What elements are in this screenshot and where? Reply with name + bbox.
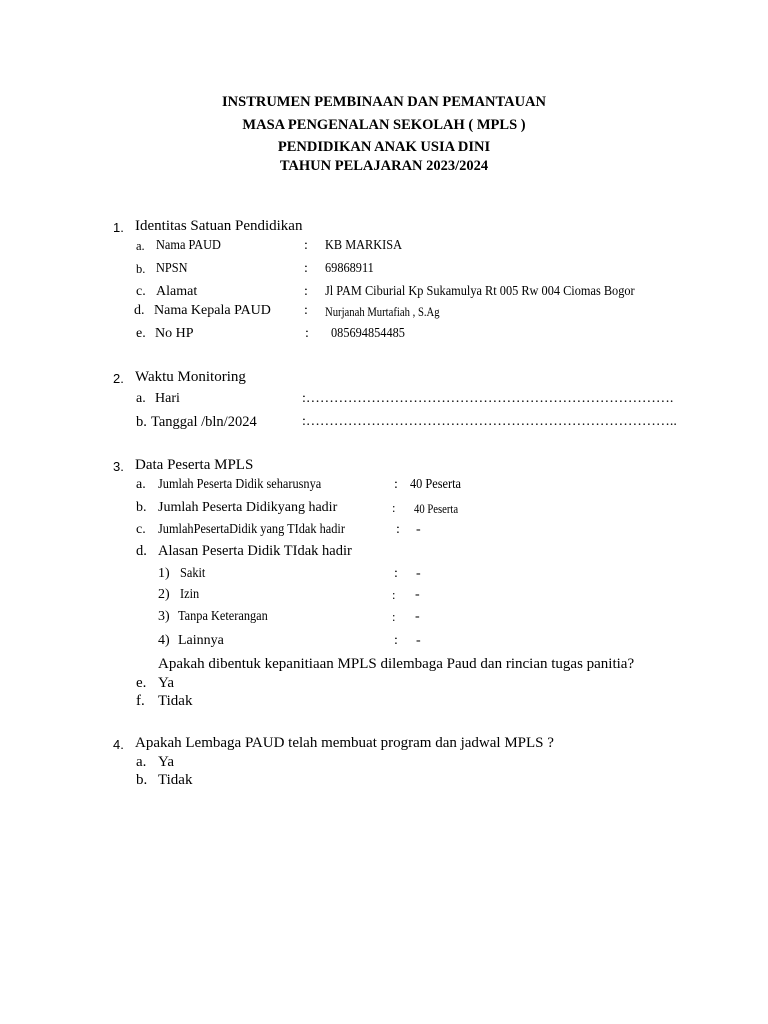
reason-1-value: - bbox=[416, 566, 421, 581]
s2-a-value: :……………………………………………………………………. bbox=[302, 391, 674, 406]
s3-a-label: Jumlah Peserta Didik seharusnya bbox=[158, 477, 322, 492]
reason-2-label: Izin bbox=[180, 587, 200, 602]
title-line-2: MASA PENGENALAN SEKOLAH ( MPLS ) bbox=[242, 117, 526, 133]
s4-b-letter: b. bbox=[136, 772, 148, 788]
s3-a-sep: : bbox=[394, 477, 398, 492]
s1-c-label: Alamat bbox=[156, 284, 198, 299]
s1-b-value: 69868911 bbox=[325, 261, 374, 276]
s1-e-value: 085694854485 bbox=[331, 326, 405, 341]
s3-c-sep: : bbox=[396, 522, 400, 537]
reason-4-value: - bbox=[416, 633, 421, 648]
section-1-heading: Identitas Satuan Pendidikan bbox=[135, 218, 303, 234]
s3-e-label: Ya bbox=[158, 675, 174, 691]
s1-b-label: NPSN bbox=[156, 261, 188, 276]
s2-a-letter: a. bbox=[136, 391, 146, 406]
reason-1-num: 1) bbox=[158, 566, 170, 581]
reason-1-sep: : bbox=[394, 566, 398, 581]
section-3-heading: Data Peserta MPLS bbox=[135, 457, 254, 473]
section-4-number: 4. bbox=[113, 737, 124, 752]
s4-a-letter: a. bbox=[136, 754, 147, 770]
s3-a-value: 40 Peserta bbox=[410, 477, 461, 492]
s3-f-letter: f. bbox=[136, 693, 145, 709]
s2-b-label: Tanggal /bln/2024 bbox=[151, 414, 257, 430]
s1-b-sep: : bbox=[304, 261, 308, 276]
title-line-4: TAHUN PELAJARAN 2023/2024 bbox=[279, 158, 489, 174]
title-line-1: INSTRUMEN PEMBINAAN DAN PEMANTAUAN bbox=[222, 94, 546, 110]
section-2-number: 2. bbox=[113, 371, 124, 386]
section-4-heading: Apakah Lembaga PAUD telah membuat program dan jadwal MPLS ? bbox=[135, 735, 554, 751]
section-3-number: 3. bbox=[113, 459, 124, 474]
s3-a-letter: a. bbox=[136, 477, 146, 492]
s3-b-value: 40 Peserta bbox=[414, 501, 459, 516]
s2-a-label: Hari bbox=[155, 391, 180, 406]
s3-c-value: - bbox=[416, 522, 421, 537]
s4-b-label: Tidak bbox=[158, 772, 193, 788]
reason-3-label: Tanpa Keterangan bbox=[178, 609, 268, 624]
s4-a-label: Ya bbox=[158, 754, 174, 770]
reason-1-label: Sakit bbox=[180, 566, 206, 581]
s3-b-letter: b. bbox=[136, 500, 147, 515]
s3-d-label: Alasan Peserta Didik TIdak hadir bbox=[158, 543, 352, 559]
section-2-heading: Waktu Monitoring bbox=[135, 369, 246, 385]
s1-a-value: KB MARKISA bbox=[325, 238, 403, 253]
s1-a-label: Nama PAUD bbox=[156, 238, 221, 253]
s1-a-letter: a. bbox=[136, 239, 145, 253]
s2-b-value: :…………………………………………………………………….. bbox=[302, 414, 677, 429]
reason-4-sep: : bbox=[394, 633, 398, 648]
s3-c-label: JumlahPesertaDidik yang TIdak hadir bbox=[158, 522, 345, 537]
committee-question: Apakah dibentuk kepanitiaan MPLS dilembaga Paud dan rincian tugas panitia? bbox=[158, 656, 635, 672]
reason-4-num: 4) bbox=[158, 633, 170, 648]
s3-b-sep: : bbox=[392, 501, 396, 515]
s2-b-letter: b. bbox=[136, 414, 147, 430]
reason-3-value: - bbox=[415, 609, 420, 624]
s3-d-letter: d. bbox=[136, 543, 147, 559]
title-line-3: PENDIDIKAN ANAK USIA DINI bbox=[277, 139, 491, 155]
reason-2-value: - bbox=[415, 587, 420, 602]
reason-4-label: Lainnya bbox=[178, 633, 224, 648]
s1-d-value: Nurjanah Murtafiah , S.Ag bbox=[325, 304, 440, 319]
s1-b-letter: b. bbox=[136, 262, 146, 276]
s1-c-value: Jl PAM Ciburial Kp Sukamulya Rt 005 Rw 004 Ciomas Bogor bbox=[325, 284, 635, 299]
s1-e-label: No HP bbox=[155, 326, 194, 341]
s1-d-label: Nama Kepala PAUD bbox=[154, 303, 271, 318]
reason-3-num: 3) bbox=[158, 609, 170, 624]
s1-e-sep: : bbox=[305, 326, 309, 341]
reason-2-sep: : bbox=[392, 588, 396, 602]
s1-a-sep: : bbox=[304, 238, 308, 253]
reason-2-num: 2) bbox=[158, 587, 170, 602]
s3-c-letter: c. bbox=[136, 522, 146, 537]
s1-c-sep: : bbox=[304, 284, 308, 299]
s1-d-sep: : bbox=[304, 303, 308, 318]
s3-e-letter: e. bbox=[136, 675, 147, 691]
section-1-number: 1. bbox=[113, 220, 124, 235]
s3-f-label: Tidak bbox=[158, 693, 193, 709]
reason-3-sep: : bbox=[392, 610, 396, 624]
s1-d-letter: d. bbox=[134, 303, 145, 318]
s3-b-label: Jumlah Peserta Didikyang hadir bbox=[158, 500, 338, 515]
s1-e-letter: e. bbox=[136, 326, 146, 341]
s1-c-letter: c. bbox=[136, 284, 146, 299]
